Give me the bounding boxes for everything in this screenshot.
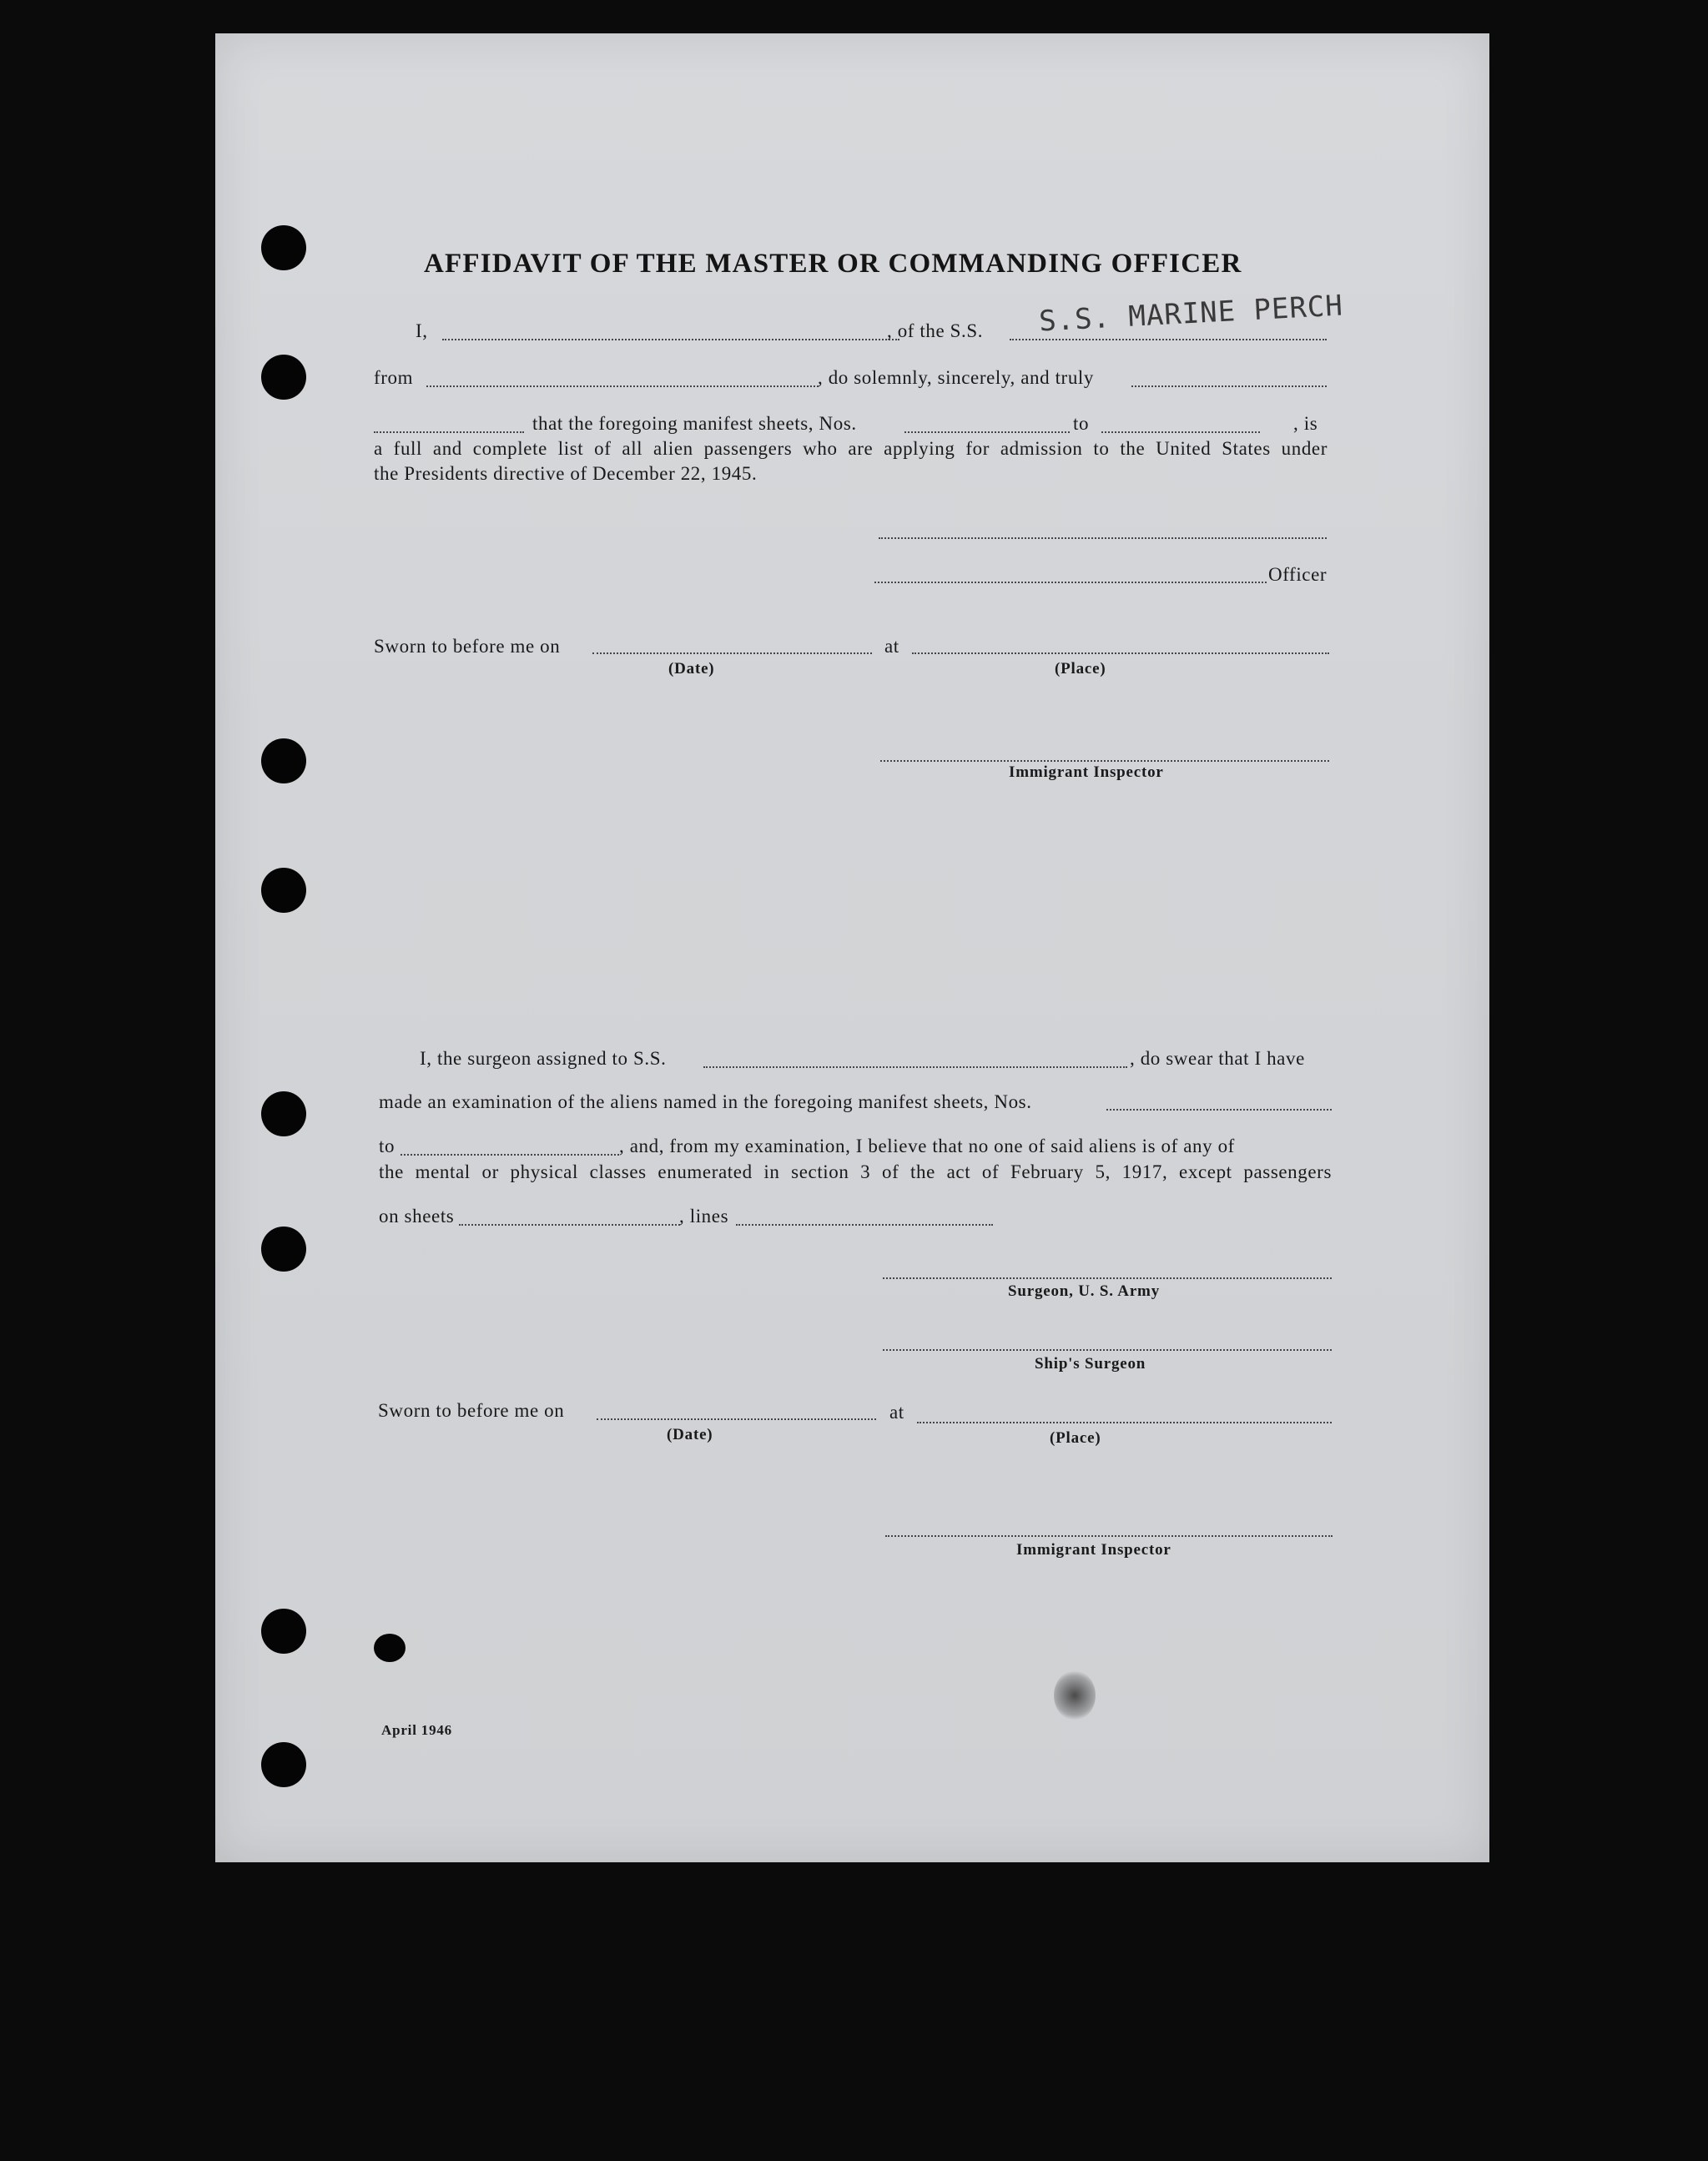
officer-title-field[interactable] (874, 582, 1267, 583)
master-place-caption: (Place) (1055, 660, 1106, 678)
surgeon-sworn-place-field[interactable] (917, 1422, 1332, 1423)
surgeon-inspector-caption: Immigrant Inspector (1016, 1541, 1171, 1559)
punch-hole (261, 868, 306, 913)
officer-label: Officer (1268, 564, 1328, 585)
punch-hole (261, 738, 306, 783)
surgeon-classes-label: the mental or physical classes enumerated in section 3 of the act of February 5, 1917, except passengers (379, 1161, 1332, 1182)
ship-surgeon-signature-field[interactable] (883, 1349, 1332, 1351)
surgeon-nos-from-field[interactable] (1106, 1109, 1332, 1111)
master-inspector-caption: Immigrant Inspector (1009, 763, 1164, 781)
master-is-label: , is (1293, 413, 1318, 434)
surgeon-sworn-label: Sworn to before me on (378, 1400, 565, 1421)
surgeon-at-label: at (889, 1402, 904, 1423)
surgeon-swear-label: , do swear that I have (1130, 1048, 1305, 1069)
master-oath-field[interactable] (374, 431, 524, 433)
master-name-field[interactable] (442, 339, 899, 340)
form-date-footer: April 1946 (381, 1722, 452, 1738)
master-sworn-date-field[interactable] (592, 652, 872, 654)
punch-hole (261, 1227, 306, 1272)
master-paragraph-line2: the Presidents directive of December 22, 1945. (374, 463, 758, 484)
master-paragraph-line1: a full and complete list of all alien passengers who are applying for admission to the United States under (374, 438, 1328, 459)
punch-hole (374, 1634, 406, 1662)
punch-hole (261, 1091, 306, 1136)
army-surgeon-signature-field[interactable] (883, 1277, 1332, 1279)
master-inspector-signature-field[interactable] (880, 760, 1329, 762)
ship-name-stamp: S.S. MARINE PERCH (1038, 289, 1344, 339)
master-ship-field[interactable] (1010, 339, 1327, 340)
surgeon-place-caption: (Place) (1050, 1429, 1101, 1447)
surgeon-sworn-date-field[interactable] (597, 1418, 876, 1420)
master-at-label: at (884, 636, 899, 657)
surgeon-inspector-signature-field[interactable] (885, 1535, 1333, 1537)
master-nos-from-field[interactable] (904, 431, 1070, 433)
master-from-field[interactable] (426, 385, 819, 387)
master-truly-field[interactable] (1131, 385, 1327, 387)
master-nos-to-field[interactable] (1101, 431, 1260, 433)
punch-hole (261, 225, 306, 270)
surgeon-lines-field[interactable] (736, 1224, 993, 1226)
master-sworn-place-field[interactable] (912, 652, 1329, 654)
surgeon-lines-label: , lines (679, 1206, 729, 1227)
master-sworn-label: Sworn to before me on (374, 636, 561, 657)
punch-hole (261, 1742, 306, 1787)
master-from-label: from (374, 367, 414, 388)
surgeon-belief-label: , and, from my examination, I believe that no one of said aliens is of any of (619, 1136, 1235, 1156)
master-signature-field[interactable] (879, 537, 1327, 539)
master-date-caption: (Date) (668, 660, 715, 678)
punch-hole (261, 355, 306, 400)
surgeon-ship-field[interactable] (703, 1066, 1127, 1068)
master-solemnly-label: , do solemnly, sincerely, and truly (818, 367, 1095, 388)
surgeon-to-label: to (379, 1136, 396, 1156)
surgeon-assigned-label: I, the surgeon assigned to S.S. (420, 1048, 667, 1069)
surgeon-nos-to-field[interactable] (401, 1154, 619, 1156)
surgeon-examination-label: made an examination of the aliens named in the foregoing manifest sheets, Nos. (379, 1091, 1032, 1112)
surgeon-sheets-field[interactable] (459, 1224, 680, 1226)
form-sheet (215, 33, 1489, 1862)
master-to-label: to (1073, 413, 1090, 434)
army-surgeon-caption: Surgeon, U. S. Army (1008, 1282, 1160, 1300)
punch-hole (261, 1609, 306, 1654)
master-of-ss-label: , of the S.S. (887, 320, 984, 341)
surgeon-sheets-label: on sheets (379, 1206, 455, 1227)
master-i-label: I, (416, 320, 428, 341)
ship-surgeon-caption: Ship's Surgeon (1035, 1355, 1146, 1373)
form-title: AFFIDAVIT OF THE MASTER OR COMMANDING OFFICER (424, 249, 1242, 279)
ink-smudge (1054, 1670, 1096, 1720)
master-manifest-label: that the foregoing manifest sheets, Nos. (532, 413, 857, 434)
surgeon-date-caption: (Date) (667, 1426, 713, 1443)
